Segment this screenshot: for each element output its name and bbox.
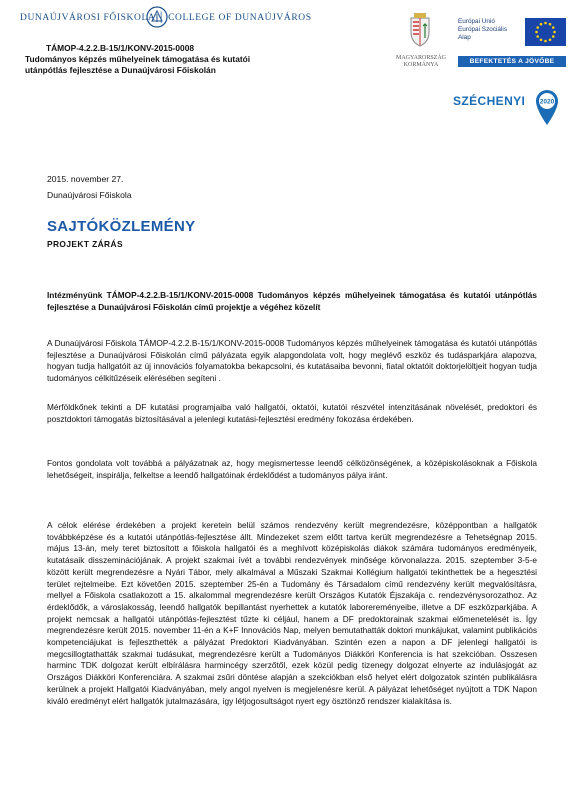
institution-emblem-icon	[146, 6, 168, 28]
page-subtitle: PROJEKT ZÁRÁS	[47, 239, 123, 249]
project-title-line1: Tudományos képzés műhelyeinek támogatása és kutatói	[25, 54, 251, 64]
eu-star-icon	[540, 23, 543, 26]
body-paragraph-4: A célok elérése érdekében a projekt keretein belül számos rendezvény került megrendezésre, középpontban a hallgatók továbbképzése és a kutatói utánpótlás-fejlesztése állt. Mindezeket szem előtt tartva került megrendezésre a Tehetségnap 2015. május 13-án, mely teret biztosított a főiskola hallgatói és a meghívott középiskolás diákok számára tudományos eredményeik, kutatásaik disszeminációjának. A projekt szakmai ívét a további rendezvények minősége körvonalazza. 2015. szeptember 3-5-e között került megrendezésre a Nyári Tábor, mely alkalmával a Műszaki Szakmai Kollégium hallgatói tekinthettek be a hegesztési terület rejtelmeibe. Ezt követően 2015. szeptember 25-én a Tudomány és Társadalom című rendezvény került megvalósításra, mellyel a Főiskola csatlakozott a 15. alkalommal megrendezésre került Országos Kutatók Éjszakája c. rendezvénysorozathoz. Az érdeklődők, a városlakosság, leendő hallgatók bepillantást nyerhettek a kutatók laborereményeibe, illetve a DF eszközparkjába. A projekt nemcsak a hallgatói utánpótlás-fejlesztést tűzte ki céljául, hanem a DF predoktorainak szakmai előmenetelését is. Így megrendezésre került 2015. november 11-én a K+F Innovációs Nap, melyen bemutathatták doktori munkájukat, valamint publikációs kompetenciájukat is fejleszthették a pályázat Predoktori Kiadványában. Szintén ezen a napon a DF jelenlegi hallgatói is megcsillogtathatták szakmai tudásukat, megrendezésre került a Tudományos Diákköri Konferencia is hat szekcióban. Összesen harminc TDK dolgozat került elbírálásra harmincégy szerzőtől, ezek közül pedig tizenegy dolgozat elnyerte az indulásjogát az Országos Diákköri Konferenciára. A szakmai zsűri döntése alapján a szekciókban első helyet elért dolgozatok szintén publikálásra kerülnek a projekt Hallgatói Kiadványában, mely angol nyelven is megjelenésre kerül. A pályázat lehetőséget nyújtott a TDK Napon kiváló eredményt elért hallgatók jutalmazására, így létjogosultságot nyert egy ösztönző rendszer kialakítása is.	[47, 520, 537, 706]
szechenyi-logo-text: SZÉCHENYI	[453, 94, 526, 108]
lead-paragraph: Intézményünk TÁMOP-4.2.2.B-15/1/KONV-2015-0008 Tudományos képzés műhelyeinek támogatása és kutatói utánpótlás fejlesztése a Dunaújvárosi Főiskolán című projektje a végéhez közelít	[47, 290, 537, 312]
project-title-line2: utánpótlás fejlesztése a Dunaújvárosi Főiskolán	[25, 65, 216, 75]
eu-star-icon	[540, 38, 543, 41]
press-date: 2015. november 27.	[47, 174, 124, 184]
press-institution: Dunaújvárosi Főiskola	[47, 190, 132, 200]
eu-star-icon	[549, 38, 552, 41]
eu-star-icon	[544, 40, 547, 43]
body-paragraph-2: Mérföldkőnek tekinti a DF kutatási programjaiba való hallgatói, oktatói, kutatói részvétel intenzitásának növelését, predoktori és posztdoktori támogatás biztosításával a jelenlegi kutatási-fejlesztési eredmény fokozása érdekében.	[47, 402, 537, 424]
institution-logo-text: DUNAÚJVÁROSI FŐISKOLA │ COLLEGE OF DUNAÚJVÁROS	[20, 13, 312, 23]
eu-flag-icon	[525, 18, 566, 46]
page-title: SAJTÓKÖZLEMÉNY	[47, 218, 196, 235]
szechenyi-pin-icon	[534, 88, 560, 126]
project-code: TÁMOP-4.2.2.B-15/1/KONV-2015-0008	[46, 43, 195, 53]
government-crest-icon	[405, 12, 435, 48]
eu-logo-line2: Európai Szociális	[458, 26, 508, 34]
eu-star-icon	[544, 22, 547, 25]
eu-star-icon	[535, 31, 538, 34]
eu-logo-line1: Európai Unió	[458, 18, 495, 25]
eu-star-icon	[536, 26, 539, 29]
eu-logo-line3: Alap	[458, 34, 471, 42]
body-paragraph-1: A Dunaújvárosi Főiskola TÁMOP-4.2.2.B-15/1/KONV-2015-0008 Tudományos képzés műhelyeinek támogatása és kutatói utánpótlás fejlesztése a Dunaújvárosi Főiskolán című pályázata egyik alapgondolata volt, hogy meglévő eszköz és tudásparkjára alapozva, hogyan tudja hallgatóit az új innovációs folyamatokba bekapcsolni, és kutatásaiba bevonni, fiatal oktatóit doktorjelöltjeit hogyan tudja tudományos célkitűzéseik elérésében segíteni .	[47, 338, 537, 384]
eu-star-icon	[536, 35, 539, 38]
project-header	[25, 43, 325, 76]
eu-star-icon	[549, 23, 552, 26]
szechenyi-year: 2020	[539, 98, 555, 106]
eu-star-icon	[553, 31, 556, 34]
eu-star-icon	[552, 26, 555, 29]
eu-banner: BEFEKTETÉS A JÖVŐBE	[458, 56, 566, 67]
body-paragraph-3: Fontos gondolata volt továbbá a pályázatnak az, hogy megismertesse leendő célközönségének, a középiskolásoknak a Főiskola lehetőségeit, inspirálja, felkeltse a leendő hallgatóinak érdeklődést a tudományos pálya iránt.	[47, 458, 537, 480]
government-logo-text: MAGYARORSZÁG KORMÁNYA	[395, 55, 446, 68]
eu-star-icon	[552, 35, 555, 38]
